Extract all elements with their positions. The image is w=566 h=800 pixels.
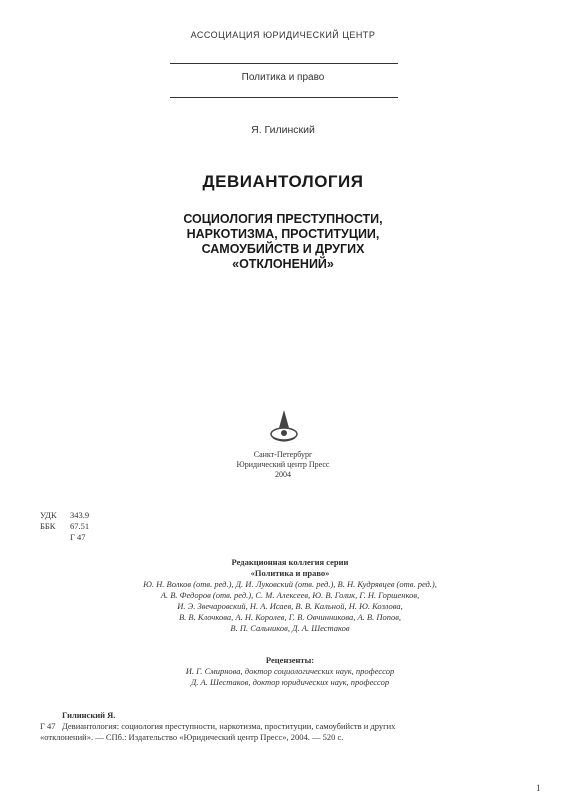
editorial-line: В. П. Сальников, Д. А. Шестаков	[230, 623, 350, 633]
code-value: 343.9	[70, 510, 90, 520]
book-title: ДЕВИАНТОЛОГИЯ	[202, 172, 364, 191]
code-row	[40, 521, 89, 532]
code-value: Г 47	[70, 532, 86, 542]
bibliographic-record	[40, 710, 530, 743]
header-divider-bottom	[170, 97, 398, 98]
page-number: 1	[536, 783, 541, 793]
code-row	[40, 510, 89, 521]
editorial-board	[80, 557, 500, 634]
imprint-year: 2004	[275, 470, 291, 479]
reviewer-line: И. Г. Смирнова, доктор социологических наук, профессор	[185, 666, 395, 676]
reviewer-line: Д. А. Шестаков, доктор юридических наук, профессор	[190, 677, 390, 687]
editorial-line: А. В. Федоров (отв. ред.), С. М. Алексеев, Ю. В. Голик, Г. Н. Горшенков,	[160, 590, 420, 600]
imprint-publisher: Юридический центр Пресс	[236, 460, 330, 469]
bib-code: Г 47	[40, 721, 56, 731]
bib-line: Девиантология: социология преступности, наркотизма, проституции, самоубийств и других	[62, 721, 396, 731]
reviewers-heading: Рецензенты:	[265, 655, 315, 665]
header-divider-top	[170, 63, 398, 64]
code-row	[40, 532, 89, 543]
subtitle-line: СОЦИОЛОГИЯ ПРЕСТУПНОСТИ,	[183, 212, 383, 226]
reviewers	[80, 655, 500, 688]
imprint	[0, 450, 566, 480]
series-name: Политика и право	[241, 72, 325, 83]
bib-author: Гилинский Я.	[62, 710, 116, 720]
editorial-line: Ю. Н. Волков (отв. ред.), Д. И. Луковский (отв. ред.), В. Н. Кудрявцев (отв. ред.),	[143, 579, 437, 589]
editorial-line: И. Э. Звечаровский, Н. А. Исаев, В. В. Кальной, Н. Ю. Козлова,	[177, 601, 403, 611]
editorial-heading: Редакционная коллегия серии	[231, 557, 349, 567]
bib-line: «отклонений». — СПб.: Издательство «Юридический центр Пресс», 2004. — 520 с.	[40, 732, 344, 742]
subtitle-line: НАРКОТИЗМА, ПРОСТИТУЦИИ,	[186, 227, 380, 241]
code-key	[40, 532, 70, 543]
association-name: АССОЦИАЦИЯ ЮРИДИЧЕСКИЙ ЦЕНТР	[190, 30, 376, 40]
author-name: Я. Гилинский	[251, 124, 315, 136]
code-value: 67.51	[70, 521, 90, 531]
imprint-city: Санкт-Петербург	[253, 450, 313, 459]
bib-entry	[40, 721, 530, 732]
classification-codes	[40, 510, 89, 543]
publisher-logo-icon	[265, 408, 303, 444]
editorial-series: «Политика и право»	[250, 568, 330, 578]
code-key: УДК	[40, 510, 57, 520]
subtitle-line: «ОТКЛОНЕНИЙ»	[232, 257, 334, 271]
book-subtitle	[0, 212, 566, 272]
code-key: ББК	[40, 521, 56, 531]
editorial-line: В. В. Клочкова, А. Н. Королев, Г. В. Овчинникова, А. В. Попов,	[178, 612, 402, 622]
subtitle-line: САМОУБИЙСТВ И ДРУГИХ	[201, 242, 365, 256]
